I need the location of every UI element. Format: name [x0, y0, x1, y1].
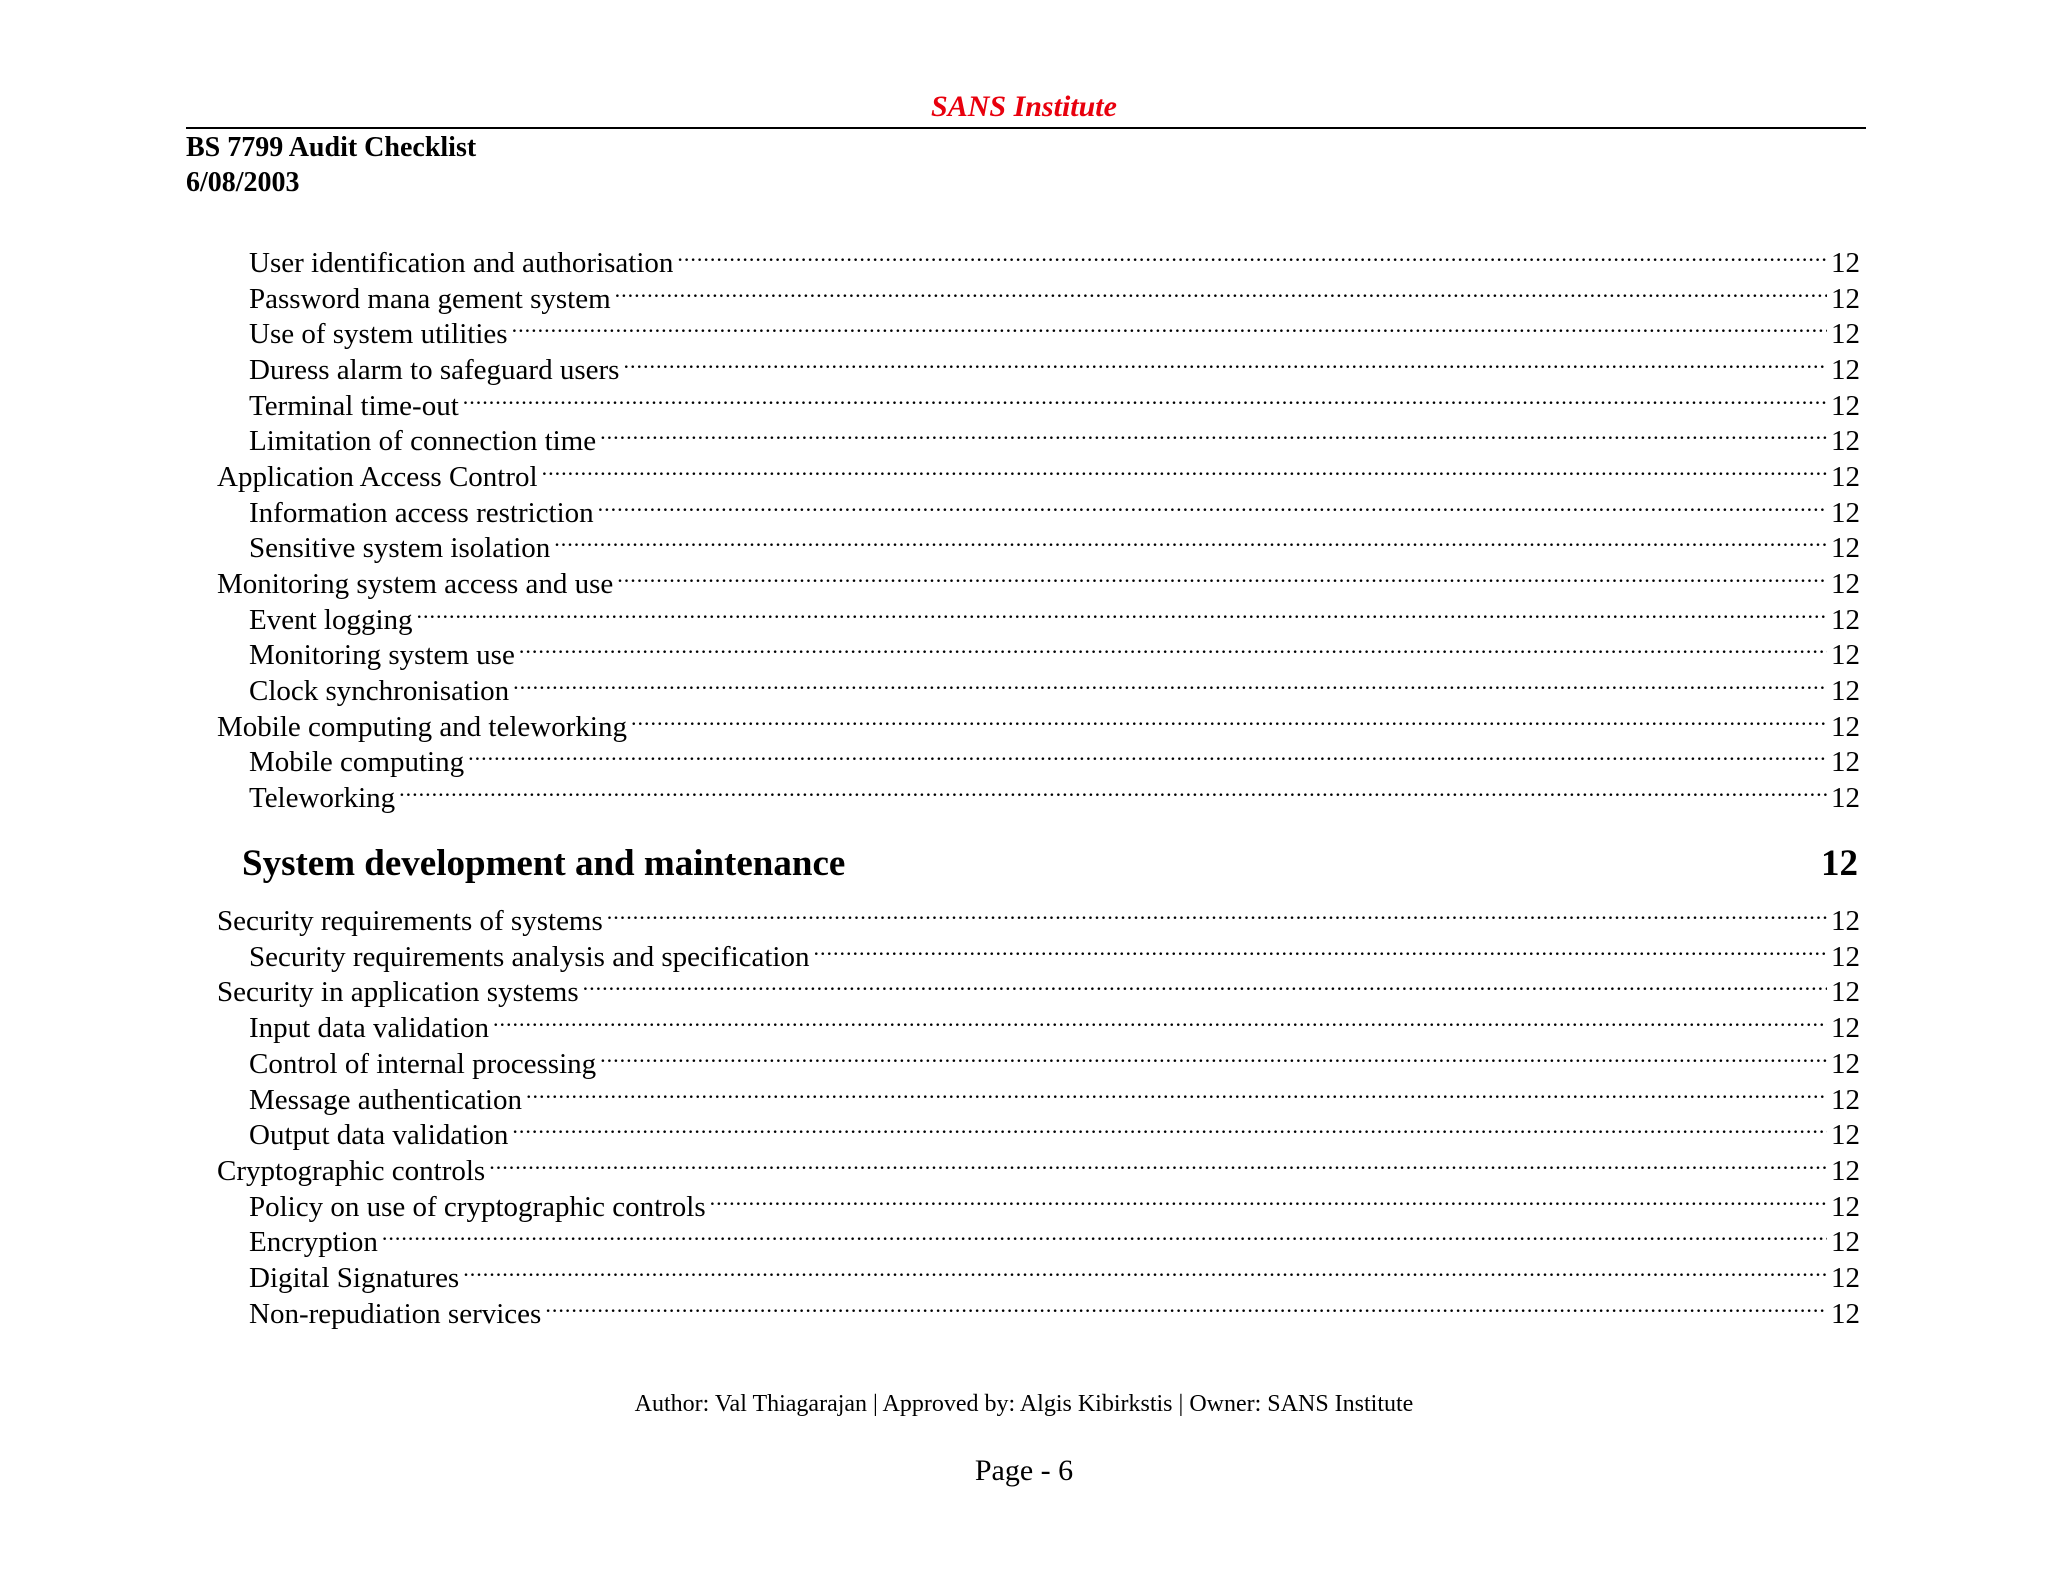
toc-entry-page: 12	[1831, 1262, 1860, 1294]
toc-entry-label: Teleworking	[249, 782, 396, 815]
toc-entry-label: Policy on use of cryptographic controls	[249, 1190, 706, 1223]
toc-entry-label: Control of internal processing	[249, 1047, 597, 1080]
toc-entry[interactable]	[249, 1287, 1860, 1332]
toc-entry-label: Mobile computing and teleworking	[217, 710, 627, 743]
toc-dot-leader	[526, 1073, 1827, 1109]
toc-dot-leader	[677, 236, 1827, 272]
toc-dot-leader	[512, 307, 1827, 343]
toc-entry-page: 12	[1831, 782, 1860, 815]
header-organization: SANS Institute	[931, 90, 1117, 123]
toc-entry-label: Use of system utilities	[249, 318, 508, 351]
toc-dot-leader	[615, 272, 1827, 308]
toc-entry-label: Event logging	[249, 603, 413, 636]
toc-dot-leader	[399, 771, 1827, 807]
toc-entry-page: 12	[1831, 1154, 1860, 1187]
toc-entry-label: Input data validation	[249, 1012, 489, 1045]
toc-entry-label: Application Access Control	[217, 461, 538, 494]
toc-entry-label: Clock synchronisation	[249, 675, 510, 708]
toc-entry-page: 12	[1831, 425, 1860, 458]
toc-dot-leader	[814, 930, 1828, 966]
toc-entry-label: Security in application systems	[217, 976, 579, 1009]
toc-dot-leader	[463, 379, 1827, 415]
toc-dot-leader	[513, 664, 1827, 700]
toc-entry-label: Message authentication	[249, 1083, 522, 1116]
toc-entry-label: Encryption	[249, 1226, 378, 1259]
toc-section-heading[interactable]	[242, 841, 1858, 887]
toc-dot-leader	[382, 1215, 1827, 1251]
toc-entry-page: 12	[1831, 354, 1860, 386]
toc-entry-label: Mobile computing	[249, 746, 465, 779]
toc-dot-leader	[617, 557, 1827, 593]
toc-entry-label: Terminal time-out	[249, 389, 459, 422]
toc-entry-page: 12	[1831, 568, 1860, 601]
toc-dot-leader	[631, 700, 1827, 736]
toc-dot-leader	[583, 965, 1827, 1001]
footer-attribution: Author: Val Thiagarajan | Approved by: Algis Kibirkstis | Owner: SANS Institute	[634, 1391, 1414, 1417]
toc-entry-page: 12	[1831, 318, 1860, 351]
toc-entry-page: 12	[1831, 675, 1860, 708]
toc-dot-leader	[600, 414, 1827, 450]
toc-dot-leader	[545, 1287, 1827, 1323]
toc-entry-label: Security requirements analysis and specification	[249, 940, 810, 973]
toc-entry-label: Monitoring system use	[249, 639, 515, 672]
toc-entry-label: Security requirements of systems	[217, 905, 603, 937]
toc-entry-page: 12	[1831, 461, 1860, 494]
toc-entry[interactable]	[249, 771, 1860, 816]
toc-dot-leader	[598, 486, 1827, 522]
toc-entry-page: 12	[1831, 603, 1860, 636]
toc-entry-page: 12	[1831, 496, 1860, 529]
toc-section-page: 12	[1821, 843, 1858, 884]
toc-entry-page: 12	[1831, 710, 1860, 743]
toc-entry-page: 12	[1831, 1012, 1860, 1045]
toc-entry-page: 12	[1831, 1297, 1860, 1330]
page-number: Page - 6	[974, 1454, 1074, 1487]
toc-entry-page: 12	[1831, 1226, 1860, 1259]
toc-dot-leader	[489, 1144, 1827, 1180]
toc-entry-label: Duress alarm to safeguard users	[249, 354, 620, 386]
toc-entry-page: 12	[1831, 639, 1860, 672]
toc-dot-leader	[463, 1251, 1827, 1287]
document-date: 6/08/2003	[186, 167, 300, 198]
document-title: BS 7799 Audit Checklist	[186, 132, 477, 163]
toc-dot-leader	[607, 894, 1827, 930]
toc-entry-page: 12	[1831, 1047, 1860, 1080]
toc-entry-label: User identification and authorisation	[249, 247, 674, 279]
toc-entry-page: 12	[1831, 905, 1860, 937]
toc-entry-label: Sensitive system isolation	[249, 532, 551, 565]
toc-dot-leader	[512, 1108, 1827, 1144]
toc-entry-label: Password mana gement system	[249, 282, 611, 315]
toc-dot-leader	[519, 628, 1827, 664]
toc-dot-leader	[542, 450, 1827, 486]
toc-entry-label: Limitation of connection time	[249, 425, 597, 458]
toc-entry-page: 12	[1831, 282, 1860, 315]
toc-entry-label: Output data validation	[249, 1119, 509, 1152]
toc-entry-label: Digital Signatures	[249, 1262, 460, 1294]
toc-entry-page: 12	[1831, 1190, 1860, 1223]
toc-entry-page: 12	[1831, 247, 1860, 279]
toc-dot-leader	[468, 735, 1827, 771]
toc-dot-leader	[710, 1180, 1827, 1216]
toc-section-label: System development and maintenance	[242, 843, 846, 884]
toc-entry-page: 12	[1831, 940, 1860, 973]
toc-entry-page: 12	[1831, 976, 1860, 1009]
toc-entry-page: 12	[1831, 389, 1860, 422]
toc-entry-page: 12	[1831, 532, 1860, 565]
toc-dot-leader	[493, 1001, 1827, 1037]
toc-dot-leader	[554, 521, 1827, 557]
toc-dot-leader	[623, 343, 1827, 379]
toc-entry-page: 12	[1831, 1119, 1860, 1152]
toc-dot-leader	[417, 593, 1827, 629]
toc-entry-label: Information access restriction	[249, 496, 594, 529]
toc-entry-label: Cryptographic controls	[217, 1154, 486, 1187]
toc-dot-leader	[600, 1037, 1827, 1073]
toc-entry-page: 12	[1831, 1083, 1860, 1116]
toc-entry-label: Non-repudiation services	[249, 1297, 542, 1330]
toc-entry-page: 12	[1831, 746, 1860, 779]
toc-entry-label: Monitoring system access and use	[217, 568, 614, 601]
